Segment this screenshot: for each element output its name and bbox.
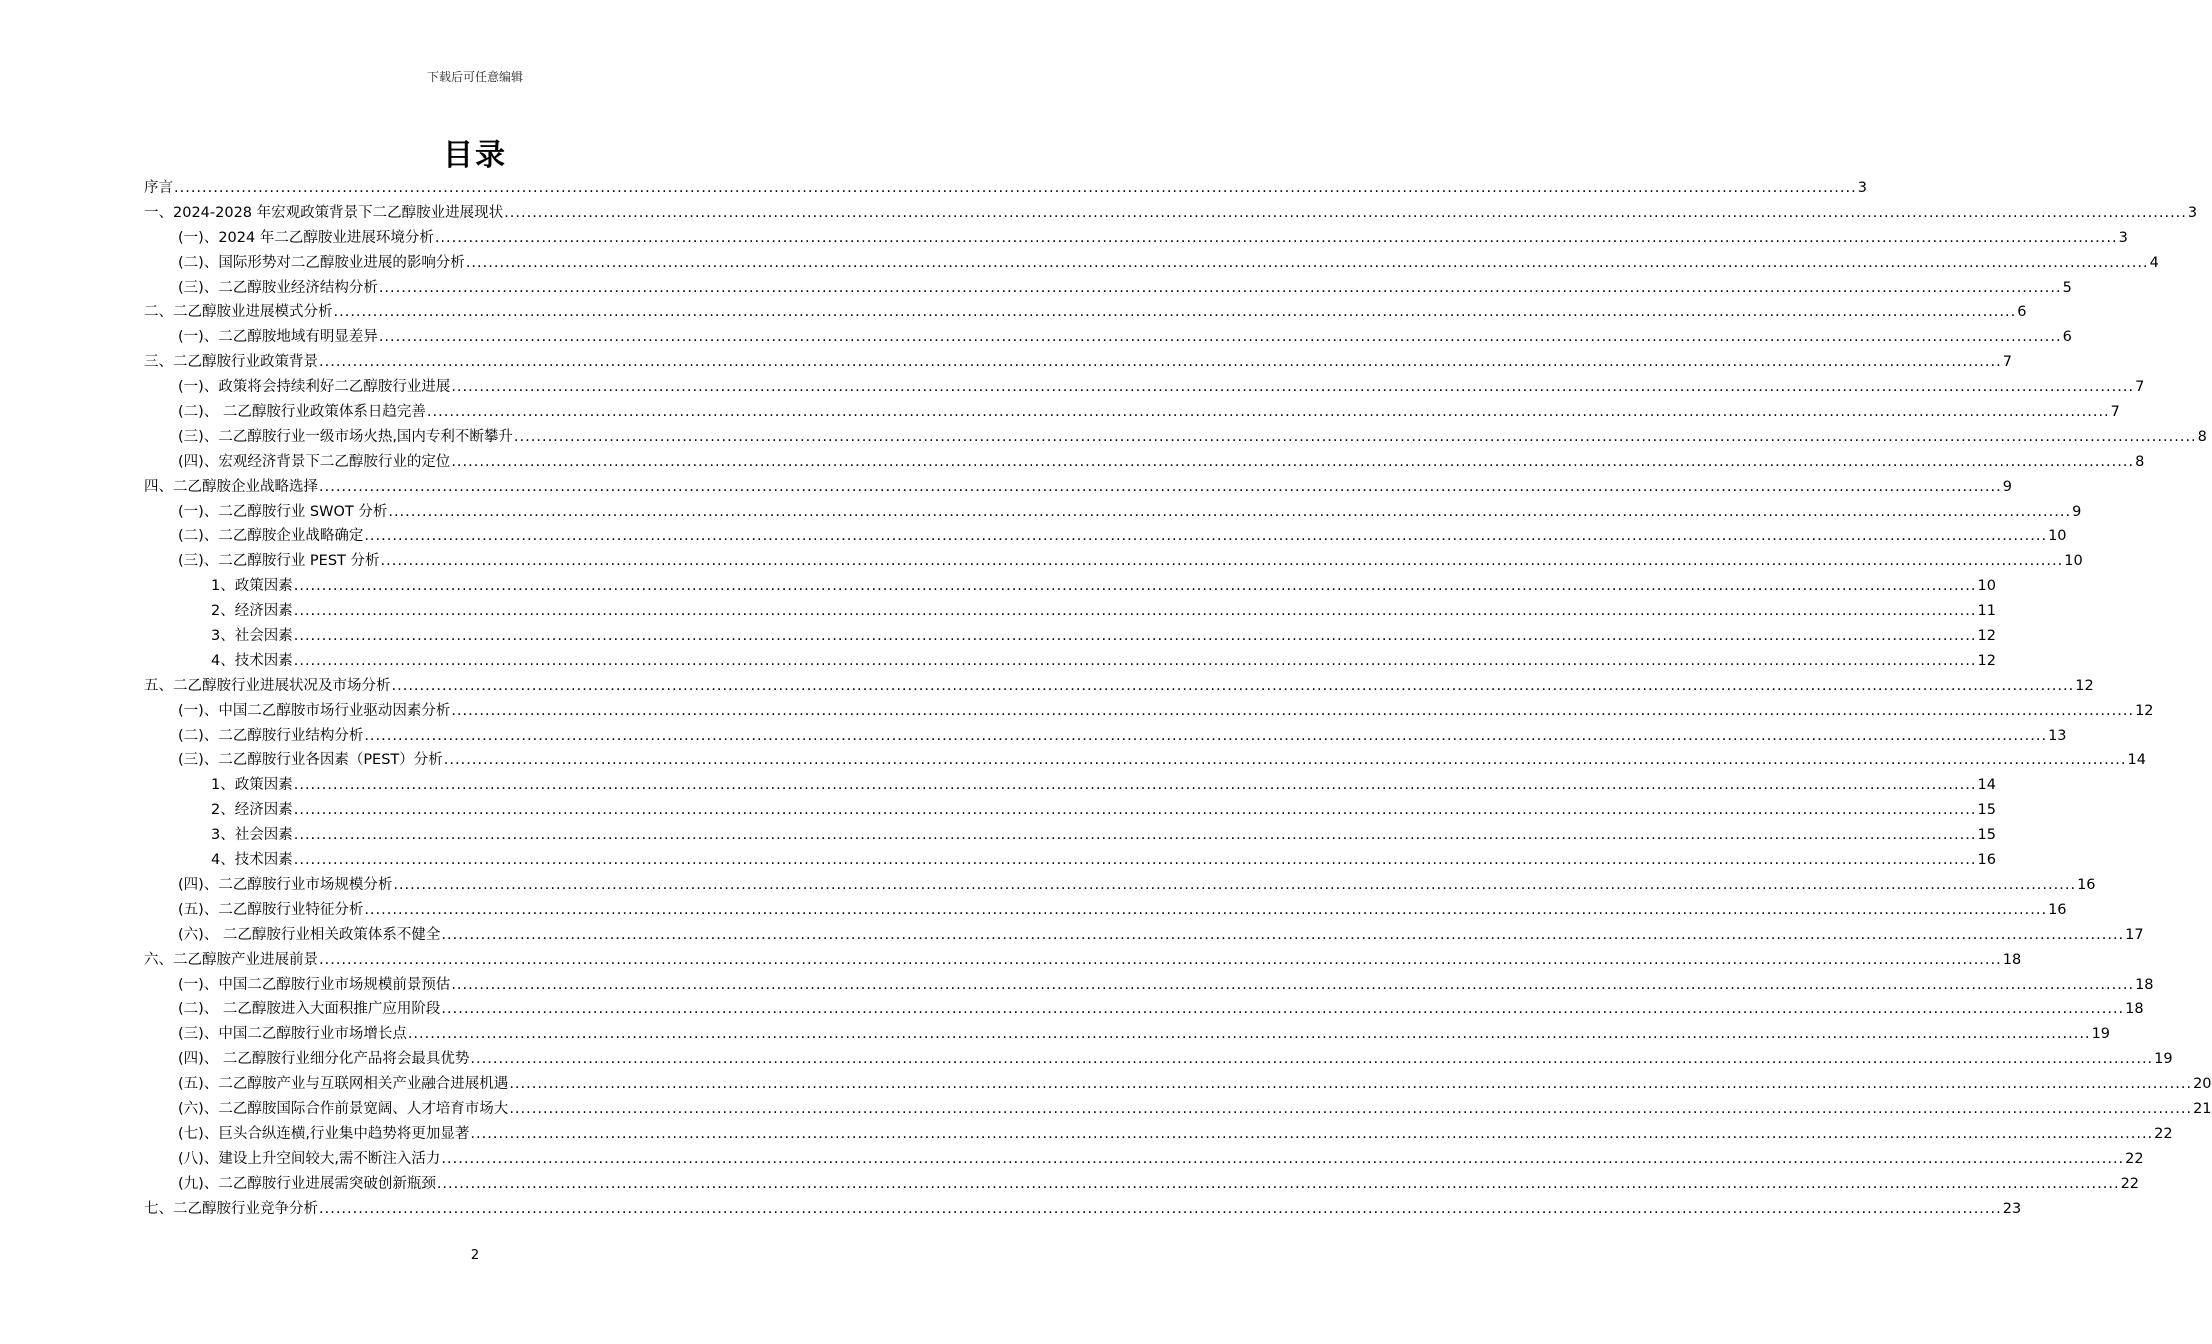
toc-entry-label: (二)、国际形势对二乙醇胺业进展的影响分析: [178, 254, 465, 271]
toc-entry-page: 18: [2125, 1001, 2144, 1018]
toc-entry[interactable]: [144, 699, 2154, 724]
header-note: 下载后可任意编辑: [426, 70, 523, 84]
toc-entry[interactable]: [144, 1022, 2111, 1047]
toc-entry[interactable]: [144, 450, 2145, 475]
toc-entry-label: (八)、建设上升空间较大,需不断注入活力: [178, 1150, 441, 1167]
toc-entry[interactable]: [144, 251, 2159, 276]
toc-entry-label: 四、二乙醇胺企业战略选择: [144, 478, 318, 495]
toc-leader-dots: ............................................................................................................................................................................................................................................................................................................: [391, 677, 2075, 694]
toc-entry-label: 一、2024-2028 年宏观政策背景下二乙醇胺业进展现状: [144, 204, 504, 221]
toc-entry-label: 二、二乙醇胺业进展模式分析: [144, 304, 333, 321]
toc-entry-label: (四)、 二乙醇胺行业细分化产品将会最具优势: [178, 1051, 470, 1068]
toc-entry-page: 19: [2154, 1051, 2173, 1068]
toc-entry-page: 10: [1977, 578, 1996, 595]
toc-entry-label: (六)、 二乙醇胺行业相关政策体系不健全: [178, 926, 441, 943]
toc-entry-label: 七、二乙醇胺行业竞争分析: [144, 1200, 318, 1217]
toc-entry[interactable]: [144, 748, 2146, 773]
toc-entry-label: 2、经济因素: [211, 603, 293, 620]
toc-entry-page: 21: [2193, 1100, 2212, 1117]
toc-leader-dots: ............................................................................................................................................................................................................................................................................................................: [293, 802, 1977, 819]
toc-entry[interactable]: [144, 475, 2012, 500]
toc-entry-page: 6: [2062, 329, 2072, 346]
toc-entry[interactable]: [144, 948, 2022, 973]
toc-entry-page: 9: [2072, 503, 2082, 520]
toc-entry[interactable]: [144, 848, 1996, 873]
toc-leader-dots: ............................................................................................................................................................................................................................................................................................................: [393, 876, 2077, 893]
toc-leader-dots: ............................................................................................................................................................................................................................................................................................................: [509, 1076, 2193, 1093]
toc-entry-label: (六)、二乙醇胺国际合作前景宽阔、人才培育市场大: [178, 1100, 509, 1117]
toc-entry[interactable]: [144, 823, 1996, 848]
toc-entry[interactable]: [144, 276, 2072, 301]
toc-entry-page: 17: [2125, 926, 2144, 943]
toc-entry-page: 5: [2062, 279, 2072, 296]
toc-entry-page: 9: [2002, 478, 2012, 495]
toc-leader-dots: ............................................................................................................................................................................................................................................................................................................: [504, 204, 2187, 221]
toc-leader-dots: ............................................................................................................................................................................................................................................................................................................: [388, 503, 2072, 520]
toc-entry-label: 五、二乙醇胺行业进展状况及市场分析: [144, 677, 391, 694]
toc-entry-page: 16: [1977, 852, 1996, 869]
toc-entry-page: 18: [2135, 976, 2154, 993]
toc-entry-label: (九)、二乙醇胺行业进展需突破创新瓶颈: [178, 1175, 436, 1192]
toc-entry[interactable]: [144, 500, 2082, 525]
toc-leader-dots: ............................................................................................................................................................................................................................................................................................................: [293, 777, 1977, 794]
toc-entry[interactable]: [144, 798, 1996, 823]
toc-entry[interactable]: [144, 1097, 2212, 1122]
toc-leader-dots: ............................................................................................................................................................................................................................................................................................................: [364, 901, 2048, 918]
toc-leader-dots: ............................................................................................................................................................................................................................................................................................................: [364, 528, 2048, 545]
toc-entry-page: 6: [2017, 304, 2027, 321]
toc-entry-label: (四)、宏观经济背景下二乙醇胺行业的定位: [178, 453, 451, 470]
toc-entry[interactable]: [144, 400, 2120, 425]
toc-leader-dots: ............................................................................................................................................................................................................................................................................................................: [441, 1001, 2125, 1018]
toc-entry[interactable]: [144, 176, 1867, 201]
toc-entry[interactable]: [144, 226, 2128, 251]
toc-entry-page: 12: [2075, 677, 2094, 694]
toc-entry-page: 12: [2135, 702, 2154, 719]
toc-leader-dots: ............................................................................................................................................................................................................................................................................................................: [451, 453, 2135, 470]
toc-leader-dots: ............................................................................................................................................................................................................................................................................................................: [434, 229, 2118, 246]
toc-entry[interactable]: [144, 599, 1996, 624]
toc-entry[interactable]: [144, 898, 2067, 923]
toc-entry[interactable]: [144, 1072, 2212, 1097]
toc-entry-page: 7: [2110, 404, 2120, 421]
toc-entry-label: (五)、二乙醇胺行业特征分析: [178, 901, 364, 918]
toc-entry[interactable]: [144, 425, 2207, 450]
toc-entry[interactable]: [144, 873, 2096, 898]
toc-title: 目录: [443, 138, 507, 173]
toc-entry-label: (一)、中国二乙醇胺行业市场规模前景预估: [178, 976, 451, 993]
toc-leader-dots: ............................................................................................................................................................................................................................................................................................................: [293, 852, 1977, 869]
toc-entry[interactable]: [144, 624, 1996, 649]
toc-entry-page: 16: [2077, 876, 2096, 893]
toc-leader-dots: ............................................................................................................................................................................................................................................................................................................: [513, 428, 2197, 445]
toc-leader-dots: ............................................................................................................................................................................................................................................................................................................: [443, 752, 2127, 769]
toc-leader-dots: ............................................................................................................................................................................................................................................................................................................: [470, 1125, 2154, 1142]
toc-entry-label: (二)、二乙醇胺企业战略确定: [178, 528, 364, 545]
toc-leader-dots: ............................................................................................................................................................................................................................................................................................................: [378, 279, 2062, 296]
toc-entry[interactable]: [144, 549, 2083, 574]
toc-entry-page: 23: [2002, 1200, 2022, 1217]
toc-entry[interactable]: [144, 201, 2198, 226]
toc-leader-dots: ............................................................................................................................................................................................................................................................................................................: [509, 1100, 2193, 1117]
toc-leader-dots: ............................................................................................................................................................................................................................................................................................................: [470, 1051, 2154, 1068]
toc-entry-label: (四)、二乙醇胺行业市场规模分析: [178, 876, 393, 893]
toc-entry-label: 1、政策因素: [211, 578, 293, 595]
toc-leader-dots: ............................................................................................................................................................................................................................................................................................................: [380, 553, 2064, 570]
toc-leader-dots: ............................................................................................................................................................................................................................................................................................................: [293, 578, 1977, 595]
toc-leader-dots: ............................................................................................................................................................................................................................................................................................................: [174, 180, 1857, 196]
toc-entry-label: (一)、2024 年二乙醇胺业进展环境分析: [178, 229, 434, 246]
toc-entry-page: 8: [2135, 453, 2145, 470]
toc-entry-label: 序言: [144, 180, 173, 196]
toc-entry[interactable]: [144, 1172, 2140, 1197]
toc-leader-dots: ............................................................................................................................................................................................................................................................................................................: [293, 603, 1977, 620]
toc-entry[interactable]: [144, 350, 2012, 375]
toc-entry-page: 10: [2048, 528, 2067, 545]
toc-leader-dots: ............................................................................................................................................................................................................................................................................................................: [319, 478, 2002, 495]
toc-leader-dots: ............................................................................................................................................................................................................................................................................................................: [451, 379, 2135, 396]
toc-entry[interactable]: [144, 773, 1996, 798]
toc-entry-label: 4、技术因素: [211, 852, 293, 869]
toc-entry-label: (三)、二乙醇胺业经济结构分析: [178, 279, 378, 296]
toc-entry[interactable]: [144, 1197, 2022, 1222]
toc-entry-label: (七)、巨头合纵连横,行业集中趋势将更加显著: [178, 1125, 470, 1142]
toc-entry-label: 六、二乙醇胺产业进展前景: [144, 951, 318, 968]
toc-entry-page: 19: [2091, 1026, 2111, 1043]
toc-entry[interactable]: [144, 325, 2072, 350]
toc-leader-dots: ............................................................................................................................................................................................................................................................................................................: [333, 304, 2017, 321]
toc-entry-page: 18: [2002, 951, 2022, 968]
toc-entry[interactable]: [144, 973, 2154, 998]
toc-entry-page: 22: [2120, 1175, 2140, 1192]
toc-entry-label: 2、经济因素: [211, 802, 293, 819]
toc-entry-label: (三)、二乙醇胺行业一级市场火热,国内专利不断攀升: [178, 428, 513, 445]
toc-entry-page: 12: [1977, 652, 1996, 669]
toc-entry-page: 22: [2125, 1150, 2144, 1167]
toc-entry[interactable]: [144, 375, 2145, 400]
toc-entry-page: 12: [1977, 628, 1996, 645]
toc-entry-label: (三)、二乙醇胺行业 PEST 分析: [178, 553, 380, 570]
toc-leader-dots: ............................................................................................................................................................................................................................................................................................................: [293, 652, 1977, 669]
toc-entry-page: 3: [1857, 180, 1867, 196]
toc-entry-page: 13: [2048, 727, 2067, 744]
toc-leader-dots: ............................................................................................................................................................................................................................................................................................................: [441, 1150, 2125, 1167]
toc-entry[interactable]: [144, 724, 2067, 749]
toc-entry-page: 20: [2193, 1076, 2212, 1093]
toc-leader-dots: ............................................................................................................................................................................................................................................................................................................: [319, 354, 2002, 371]
toc-entry-page: 11: [1977, 603, 1996, 620]
toc-entry[interactable]: [144, 674, 2094, 699]
toc-entry-label: (一)、二乙醇胺地域有明显差异: [178, 329, 378, 346]
toc-entry-label: 4、技术因素: [211, 652, 293, 669]
toc-leader-dots: ............................................................................................................................................................................................................................................................................................................: [451, 976, 2135, 993]
toc-entry-label: 3、社会因素: [211, 827, 293, 844]
toc-leader-dots: ............................................................................................................................................................................................................................................................................................................: [465, 254, 2149, 271]
toc-entry-label: (五)、二乙醇胺产业与互联网相关产业融合进展机遇: [178, 1076, 509, 1093]
toc-entry-page: 15: [1977, 827, 1996, 844]
toc-entry-page: 22: [2154, 1125, 2173, 1142]
toc-entry[interactable]: [144, 574, 1996, 599]
toc-entry[interactable]: [144, 1122, 2173, 1147]
toc-leader-dots: ............................................................................................................................................................................................................................................................................................................: [293, 628, 1977, 645]
toc-leader-dots: ............................................................................................................................................................................................................................................................................................................: [441, 926, 2125, 943]
toc-entry-page: 15: [1977, 802, 1996, 819]
toc-leader-dots: ............................................................................................................................................................................................................................................................................................................: [364, 727, 2048, 744]
toc-entry-page: 16: [2048, 901, 2067, 918]
toc-entry-label: (二)、 二乙醇胺行业政策体系日趋完善: [178, 404, 426, 421]
toc-entry-page: 3: [2187, 204, 2198, 221]
toc-entry-label: (一)、二乙醇胺行业 SWOT 分析: [178, 503, 388, 520]
toc-entry-page: 4: [2149, 254, 2159, 271]
toc-entry[interactable]: [144, 923, 2144, 948]
toc-entry-page: 8: [2197, 428, 2207, 445]
toc-entry-page: 7: [2002, 354, 2012, 371]
toc-entry-label: 三、二乙醇胺行业政策背景: [144, 354, 318, 371]
toc-entry-label: (一)、中国二乙醇胺市场行业驱动因素分析: [178, 702, 451, 719]
toc-entry[interactable]: [144, 649, 1996, 674]
toc-leader-dots: ............................................................................................................................................................................................................................................................................................................: [293, 827, 1977, 844]
toc-entry-page: 14: [1977, 777, 1996, 794]
toc-leader-dots: ............................................................................................................................................................................................................................................................................................................: [407, 1026, 2091, 1043]
page-number: 2: [470, 1248, 480, 1263]
toc-entry-label: 1、政策因素: [211, 777, 293, 794]
toc-leader-dots: ............................................................................................................................................................................................................................................................................................................: [319, 951, 2002, 968]
table-of-contents: [144, 176, 2212, 1221]
toc-leader-dots: ............................................................................................................................................................................................................................................................................................................: [378, 329, 2062, 346]
toc-entry-label: (一)、政策将会持续利好二乙醇胺行业进展: [178, 379, 451, 396]
toc-leader-dots: ............................................................................................................................................................................................................................................................................................................: [451, 702, 2135, 719]
toc-entry[interactable]: [144, 1147, 2144, 1172]
toc-entry-page: 3: [2118, 229, 2128, 246]
toc-entry-page: 14: [2127, 752, 2146, 769]
toc-entry-label: (三)、二乙醇胺行业各因素（PEST）分析: [178, 752, 443, 769]
toc-leader-dots: ............................................................................................................................................................................................................................................................................................................: [426, 404, 2110, 421]
toc-entry[interactable]: [144, 300, 2027, 325]
toc-entry-label: (二)、 二乙醇胺进入大面积推广应用阶段: [178, 1001, 441, 1018]
toc-entry-page: 7: [2135, 379, 2145, 396]
toc-entry[interactable]: [144, 1047, 2173, 1072]
toc-leader-dots: ............................................................................................................................................................................................................................................................................................................: [436, 1175, 2120, 1192]
toc-entry[interactable]: [144, 997, 2144, 1022]
toc-leader-dots: ............................................................................................................................................................................................................................................................................................................: [319, 1200, 2002, 1217]
toc-entry-label: (三)、中国二乙醇胺行业市场增长点: [178, 1026, 407, 1043]
toc-entry-label: 3、社会因素: [211, 628, 293, 645]
toc-entry[interactable]: [144, 524, 2067, 549]
toc-entry-page: 10: [2064, 553, 2083, 570]
toc-entry-label: (二)、二乙醇胺行业结构分析: [178, 727, 364, 744]
